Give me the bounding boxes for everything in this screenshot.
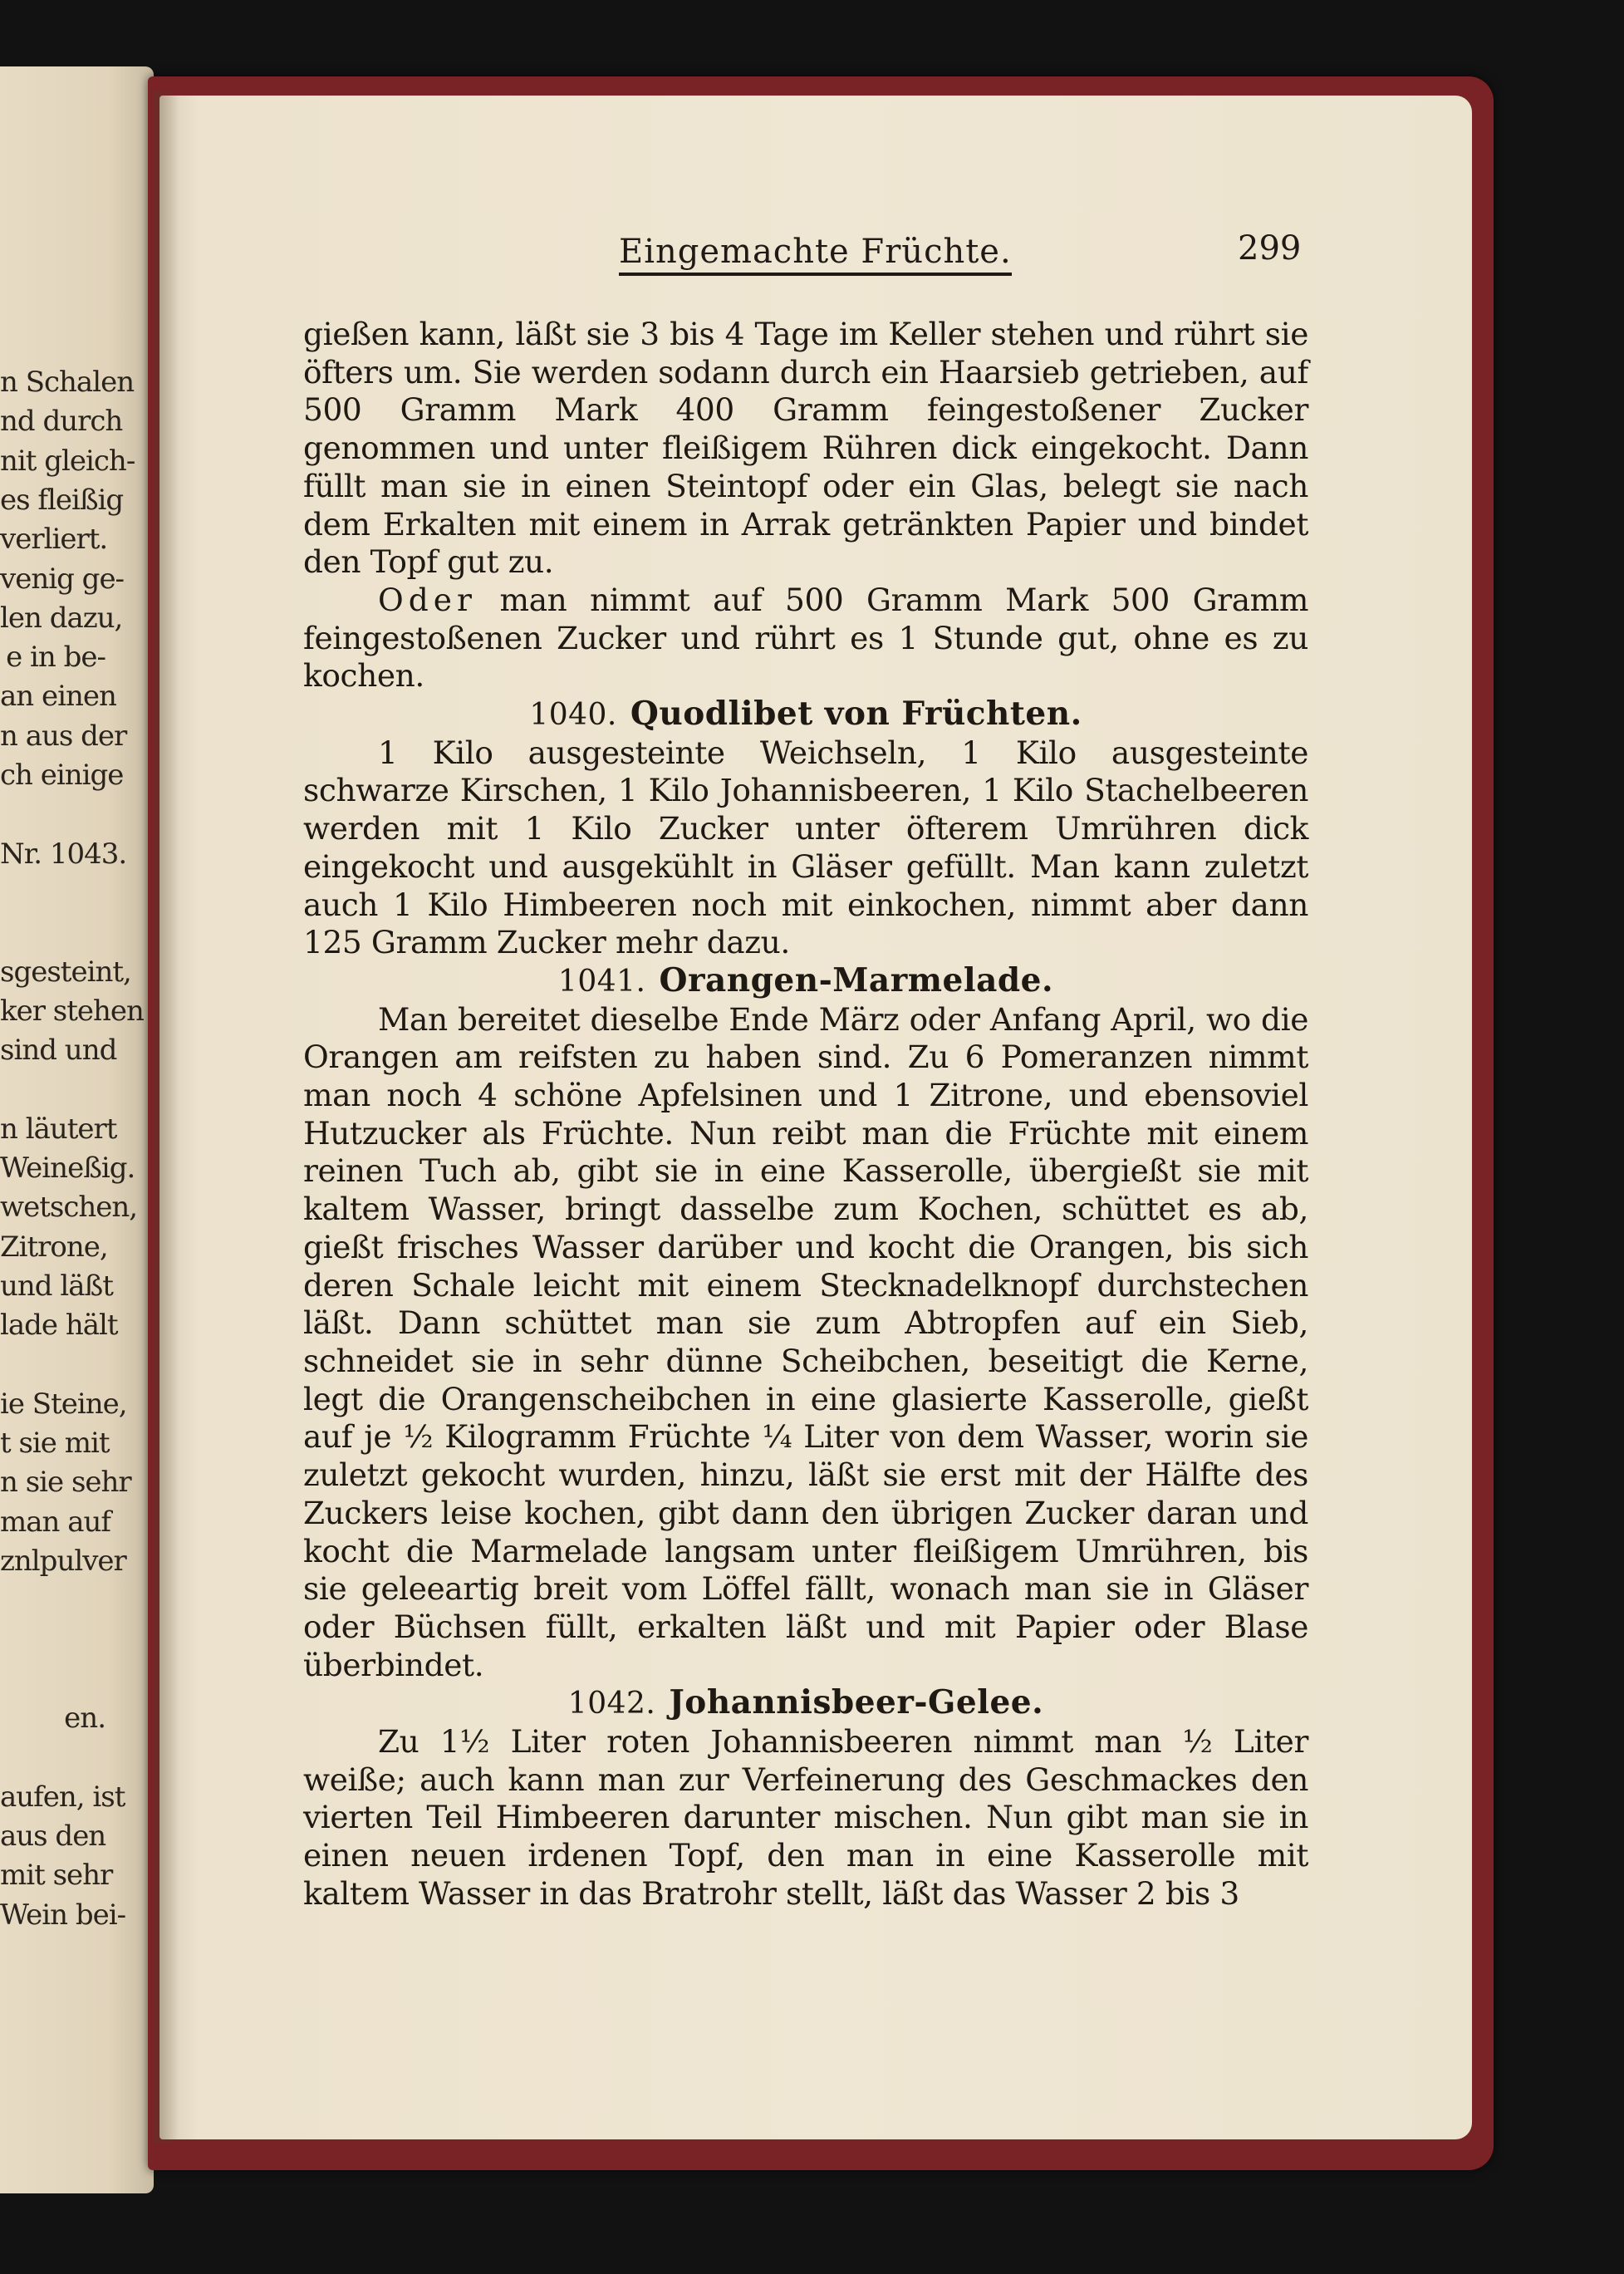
- page-number: 299: [1238, 229, 1302, 268]
- left-page-fragment: verliert.: [0, 523, 108, 557]
- left-page-fragment: nd durch: [0, 405, 123, 439]
- running-head: Eingemachte Früchte.: [619, 233, 1012, 276]
- recipe-number: 1042.: [567, 1687, 656, 1721]
- recipe-title: Johannisbeer-Gelee.: [669, 1683, 1044, 1722]
- left-page-fragment: sgesteint,: [0, 955, 131, 989]
- oder-paragraph: [303, 582, 1308, 695]
- recipe-title: Quodlibet von Früchten.: [630, 695, 1082, 734]
- left-page-fragment: Weineßig.: [0, 1152, 135, 1185]
- left-page-fragment: Wein bei-: [0, 1898, 126, 1932]
- left-page-fragment: n sie sehr: [0, 1466, 131, 1500]
- left-page-fragment: und läßt: [0, 1269, 113, 1303]
- left-page-fragment: mit sehr: [0, 1859, 113, 1893]
- recipe-heading-1041: [303, 962, 1308, 1001]
- left-page-fragment: Nr. 1043.: [0, 837, 127, 871]
- recipe-title: Orangen-Marmelade.: [659, 960, 1054, 999]
- oder-lead: Oder: [378, 581, 477, 618]
- left-page-fragment: t sie mit: [0, 1427, 110, 1461]
- left-page-fragment: aufen, ist: [0, 1780, 125, 1814]
- left-page-fragment: venig ge-: [0, 562, 125, 596]
- left-page-fragment: n läutert: [0, 1112, 117, 1146]
- left-page-fragment: nit gleich-: [0, 444, 135, 478]
- left-page-fragment: en.: [64, 1702, 105, 1736]
- left-page-fragment: ch einige: [0, 759, 124, 792]
- left-page-fragment: wetschen,: [0, 1191, 138, 1225]
- oder-text: man nimmt auf 500 Gramm Mark 500 Gramm feingestoßenen Zucker und rührt es 1 Stunde gut, ohne es zu kochen.: [303, 581, 1308, 695]
- left-page-fragment: len dazu,: [0, 601, 123, 635]
- left-page-fragment: an einen: [0, 680, 116, 714]
- left-page-fragment: znlpulver: [0, 1545, 126, 1578]
- spine-shadow: [154, 91, 179, 2144]
- left-page-fragment: ker stehen: [0, 994, 144, 1028]
- left-page-fragment: n aus der: [0, 719, 127, 753]
- recipe-text-1040: 1 Kilo ausgesteinte Weichseln, 1 Kilo ausgesteinte schwarze Kirschen, 1 Kilo Johannisbeeren, 1 Kilo Stachelbeeren werden mit 1 Kilo Zucker unter öfterem Umrühren dick eingekocht und ausgekühlt in Gläser gefüllt. Man kann zuletzt auch 1 Kilo Himbeeren noch mit einkochen, nimmt aber dann 125 Gramm Zucker mehr dazu.: [303, 734, 1308, 961]
- recipe-text-1042: Zu 1½ Liter roten Johannisbeeren nimmt man ½ Liter weiße; auch kann man zur Verfeinerung des Geschmackes den vierten Teil Himbeeren darunter mischen. Nun gibt man sie in einen neuen irdenen Topf, den man in eine Kasserolle mit kaltem Wasser in das Bratrohr stellt, läßt das Wasser 2 bis 3: [303, 1723, 1308, 1912]
- left-page-fragment: es fleißig: [0, 483, 124, 517]
- recipe-text-1041: Man bereitet dieselbe Ende März oder Anfang April, wo die Orangen am reifsten zu haben sind. Zu 6 Pomeranzen nimmt man noch 4 schöne Apfelsinen und 1 Zitrone, und ebensoviel Hutzucker als Früchte. Nun reibt man die Früchte mit einem reinen Tuch ab, gibt sie in eine Kasserolle, übergießt sie mit kaltem Wasser, bringt dasselbe zum Kochen, schüttet es ab, gießt frisches Wasser darüber und kocht die Orangen, bis sich deren Schale leicht mit einem Stecknadelknopf durchstechen läßt. Dann schüttet man sie zum Abtropfen auf ein Sieb, schneidet sie in sehr dünne Scheibchen, beseitigt die Kerne, legt die Orangenscheibchen in eine glasierte Kasserolle, gießt auf je ½ Kilogramm Früchte ¼ Liter von dem Wasser, worin sie zuletzt gekocht wurden, hinzu, läßt sie erst mit der Hälfte des Zuckers leise kochen, gibt dann den übrigen Zucker daran und kocht die Marmelade langsam unter fleißigem Umrühren, bis sie geleeartig breit vom Löffel fällt, wonach man sie in Gläser oder Büchsen füllt, erkalten läßt und mit Papier oder Blase überbindet.: [303, 1000, 1308, 1683]
- left-page-fragment: man auf: [0, 1505, 110, 1539]
- recipe-number: 1041.: [557, 964, 646, 999]
- text-block: [303, 316, 1308, 1913]
- left-page-fragment: Zitrone,: [0, 1230, 108, 1264]
- left-page-fragment: aus den: [0, 1820, 106, 1854]
- left-page-fragment: sind und: [0, 1034, 117, 1068]
- intro-paragraph: gießen kann, läßt sie 3 bis 4 Tage im Keller stehen und rührt sie öfters um. Sie werden sodann durch ein Haarsieb getrieben, auf 500 Gramm Mark 400 Gramm feingestoßener Zucker genommen und unter fleißigem Rühren dick eingekocht. Dann füllt man sie in einen Steintopf oder ein Glas, belegt sie nach dem Erkalten mit einem in Arrak getränkten Papier und bindet den Topf gut zu.: [303, 316, 1308, 581]
- recipe-number: 1040.: [529, 698, 617, 733]
- left-page-fragment: n Schalen: [0, 366, 135, 399]
- recipe-heading-1042: [303, 1684, 1308, 1723]
- left-page-fragment: lade hält: [0, 1309, 118, 1343]
- left-page-fragment: ie Steine,: [0, 1387, 127, 1421]
- left-page-fragment: e in be-: [6, 641, 105, 675]
- left-page: [0, 66, 154, 2193]
- recipe-heading-1040: [303, 695, 1308, 734]
